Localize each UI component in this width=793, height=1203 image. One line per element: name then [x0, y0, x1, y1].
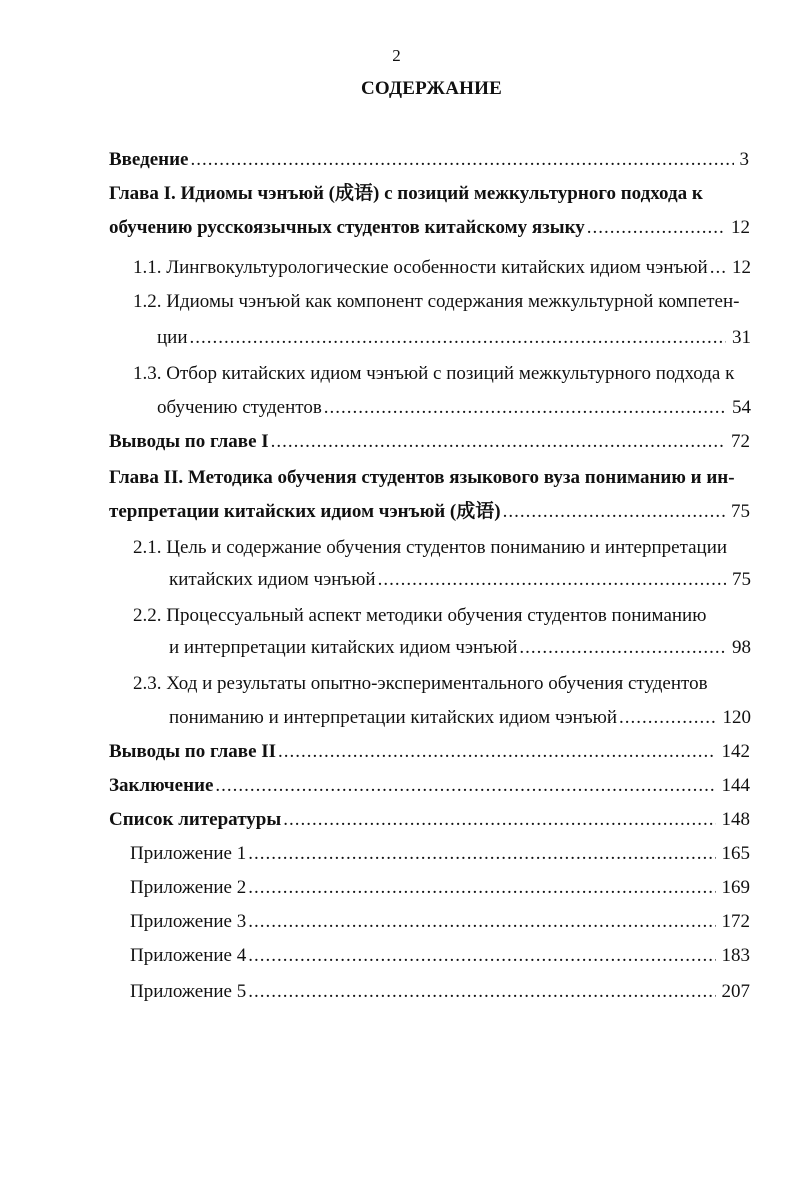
toc-page-number: 12: [731, 217, 750, 238]
toc-section-2-3-line-1[interactable]: 2.3. Ход и результаты опытно-экспериментального обучения студентов: [133, 673, 708, 694]
toc-entry-label: 1.1. Лингвокультурологические особенности китайских идиом чэнъюй: [133, 257, 708, 278]
toc-entry-intro[interactable]: [109, 148, 749, 172]
toc-page-number: 172: [721, 911, 750, 932]
toc-entry-section-2-1[interactable]: [169, 568, 751, 592]
toc-entry-references[interactable]: [109, 808, 750, 832]
toc-page-number: 207: [721, 981, 750, 1002]
toc-page-number: 31: [732, 327, 751, 348]
toc-entry-label: китайских идиом чэнъюй: [169, 569, 376, 590]
toc-entry-chapter-2[interactable]: [109, 500, 750, 524]
toc-section-1-3-line-1[interactable]: 1.3. Отбор китайских идиом чэнъюй с позиций межкультурного подхода к: [133, 363, 735, 384]
toc-entry-label: ции: [157, 327, 188, 348]
toc-entry-conclusions-2[interactable]: [109, 740, 750, 764]
toc-entry-label: обучению русскоязычных студентов китайскому языку: [109, 217, 585, 238]
toc-section-2-2-line-1[interactable]: 2.2. Процессуальный аспект методики обучения студентов пониманию: [133, 605, 707, 626]
toc-entry-label: пониманию и интерпретации китайских идиом чэнъюй: [169, 707, 618, 728]
leader-dots: [587, 216, 725, 240]
leader-dots: [378, 568, 726, 592]
toc-page-number: 183: [721, 945, 750, 966]
toc-page-number: 54: [732, 397, 751, 418]
toc-entry-conclusion[interactable]: [109, 774, 750, 798]
toc-entry-appendix[interactable]: [130, 980, 750, 1004]
leader-dots: [324, 396, 726, 420]
leader-dots: [248, 910, 715, 934]
leader-dots: [519, 636, 726, 660]
toc-entry-label: Выводы по главе I: [109, 431, 269, 452]
toc-entry-appendix[interactable]: [130, 842, 750, 866]
leader-dots: [248, 876, 715, 900]
toc-page-number: 165: [721, 843, 750, 864]
toc-page-number: 3: [739, 149, 749, 170]
toc-entry-label: и интерпретации китайских идиом чэнъюй: [169, 637, 518, 658]
leader-dots: [271, 430, 725, 454]
toc-entry-label: Заключение: [109, 775, 214, 796]
leader-dots: [503, 500, 725, 524]
toc-chapter-2-line-1[interactable]: Глава II. Методика обучения студентов языкового вуза пониманию и ин-: [109, 467, 735, 488]
leader-dots: [619, 706, 716, 730]
toc-section-2-1-line-1[interactable]: 2.1. Цель и содержание обучения студентов пониманию и интерпретации: [133, 537, 728, 558]
toc-entry-label: Приложение 5: [130, 981, 247, 1002]
toc-entry-appendix[interactable]: [130, 910, 750, 934]
toc-page-number: 148: [721, 809, 750, 830]
leader-dots: [191, 148, 734, 172]
toc-page-number: 120: [722, 707, 751, 728]
toc-entry-appendix[interactable]: [130, 876, 750, 900]
toc-entry-label: Введение: [109, 149, 189, 170]
toc-chapter-1-line-1[interactable]: Глава I. Идиомы чэнъюй (成语) с позиций межкультурного подхода к: [109, 183, 703, 204]
leader-dots: [248, 980, 715, 1004]
leader-dots: [215, 774, 715, 798]
toc-entry-label: Приложение 4: [130, 945, 247, 966]
toc-page-number: 75: [731, 501, 750, 522]
toc-page-number: 142: [721, 741, 750, 762]
toc-entry-conclusions-1[interactable]: [109, 430, 750, 454]
leader-dots: [710, 256, 726, 280]
toc-entry-label: обучению студентов: [157, 397, 322, 418]
toc-entry-section-2-3[interactable]: [169, 706, 751, 730]
toc-entry-appendix[interactable]: [130, 944, 750, 968]
toc-entry-label: терпретации китайских идиом чэнъюй (成语): [109, 501, 501, 522]
leader-dots: [248, 944, 715, 968]
toc-entry-label: Выводы по главе II: [109, 741, 277, 762]
page-title: СОДЕРЖАНИЕ: [361, 78, 502, 99]
toc-page-number: 12: [732, 257, 751, 278]
toc-entry-section-1-3[interactable]: [157, 396, 751, 420]
toc-entry-label: Список литературы: [109, 809, 282, 830]
toc-page-number: 144: [721, 775, 750, 796]
toc-page-number: 98: [732, 637, 751, 658]
toc-entry-section-1-1[interactable]: [133, 256, 751, 280]
toc-section-1-2-line-1[interactable]: 1.2. Идиомы чэнъюй как компонент содержания межкультурной компетен-: [133, 291, 740, 312]
toc-entry-label: Приложение 3: [130, 911, 247, 932]
leader-dots: [283, 808, 715, 832]
toc-entry-chapter-1[interactable]: [109, 216, 750, 240]
toc-entry-label: Приложение 2: [130, 877, 247, 898]
toc-page-number: 75: [732, 569, 751, 590]
leader-dots: [248, 842, 715, 866]
leader-dots: [190, 326, 726, 350]
leader-dots: [278, 740, 715, 764]
toc-page-number: 169: [721, 877, 750, 898]
toc-page-number: 72: [731, 431, 750, 452]
toc-entry-label: Приложение 1: [130, 843, 247, 864]
toc-entry-section-1-2[interactable]: [157, 326, 751, 350]
toc-entry-section-2-2[interactable]: [169, 636, 751, 660]
page-number: 2: [392, 46, 401, 65]
